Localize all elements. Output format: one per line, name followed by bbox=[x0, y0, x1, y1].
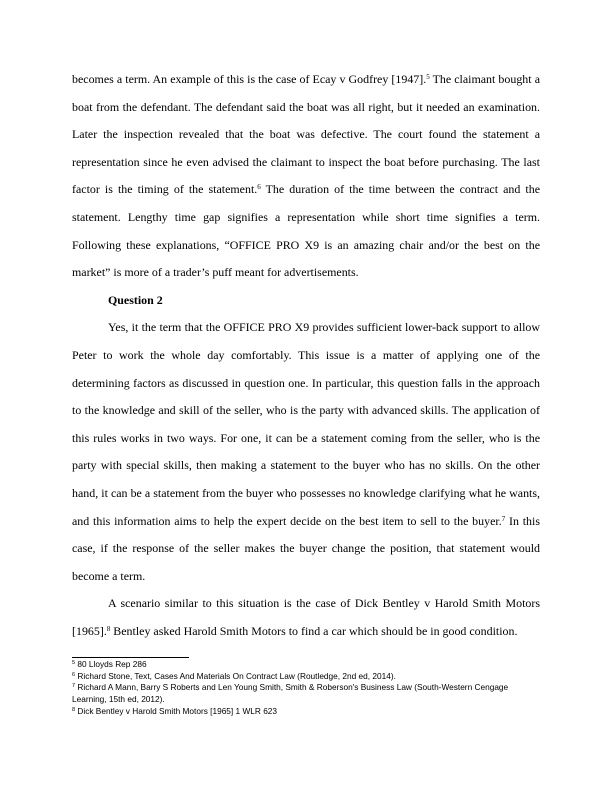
text-run: A scenario similar to this situation is the case of Dick Bentley v Harold Smith Motors [1965]. bbox=[72, 596, 540, 638]
heading-text: Question 2 bbox=[108, 292, 163, 307]
footnote-text: Richard A Mann, Barry S Roberts and Len Young Smith, Smith & Roberson's Business Law (South-Western Cengage Learning, 15th ed, 2012). bbox=[72, 682, 509, 705]
paragraph-dick-bentley bbox=[72, 590, 540, 645]
text-run: In this case, if the response of the seller makes the buyer change the position, that statement would become a term. bbox=[72, 513, 540, 583]
footnote-7 bbox=[72, 682, 540, 705]
section-heading-question-2 bbox=[72, 287, 540, 315]
footnote-number: 5 bbox=[72, 660, 76, 666]
text-run: Yes, it the term that the OFFICE PRO X9 provides sufficient lower-back support to allow Peter to work the whole day comfortably. This issue is a matter of applying one of the determining factors as discussed in question one. In particular, this question falls in the approach to the knowledge and skill of the seller, who is the party with advanced skills. The application of this rules works in two ways. For one, it can be a statement coming from the seller, who is the party with special skills, then making a statement to the buyer who has no skills. On the other hand, it can be a statement from the buyer who possesses no knowledge clarifying what he wants, and this information aims to help the expert decide on the best item to sell to the buyer. bbox=[72, 320, 540, 528]
footnote-text: 80 Lloyds Rep 286 bbox=[75, 659, 147, 669]
footnote-ref-6[interactable]: 6 bbox=[257, 183, 261, 192]
footnote-5 bbox=[72, 659, 540, 671]
footnote-8 bbox=[72, 706, 540, 718]
text-run: The duration of the time between the contract and the statement. Lengthy time gap signifies a representation while short time signifies a term. Following these explanations, “OFFICE PRO X9 is an amazing chair and/or the best on the market” is more of a trader’s puff meant for advertisements. bbox=[72, 182, 540, 280]
text-run: Bentley asked Harold Smith Motors to find a car which should be in good condition. bbox=[110, 623, 518, 638]
footnote-ref-5[interactable]: 5 bbox=[426, 73, 430, 81]
footnote-text: Richard Stone, Text, Cases And Materials On Contract Law (Routledge, 2nd ed, 2014). bbox=[75, 670, 396, 681]
text-run: becomes a term. An example of this is the case of Ecay v Godfrey [1947]. bbox=[72, 72, 427, 86]
text-run: The claimant bought a boat from the defendant. The defendant said the boat was all right, but it needed an examination. Later the inspection revealed that the boat was defective. The court found the statement a representation since he even advised the claimant to inspect the boat before purchasing. The last factor is the timing of the statement. bbox=[72, 72, 540, 197]
footnote-text: Dick Bentley v Harold Smith Motors [1965] 1 WLR 623 bbox=[75, 705, 278, 716]
footnote-separator bbox=[72, 657, 189, 658]
paragraph-ecay-v-godfrey bbox=[72, 66, 540, 287]
paragraph-question-2-answer bbox=[72, 314, 540, 590]
document-body bbox=[72, 66, 540, 645]
footnote-number: 7 bbox=[72, 683, 76, 690]
footnote-6 bbox=[72, 671, 540, 683]
footnote-ref-7[interactable]: 7 bbox=[501, 514, 506, 523]
footnote-ref-8[interactable]: 8 bbox=[106, 624, 111, 633]
footnote-number: 8 bbox=[72, 706, 76, 713]
footnotes bbox=[72, 659, 540, 718]
footnote-number: 6 bbox=[72, 671, 76, 678]
